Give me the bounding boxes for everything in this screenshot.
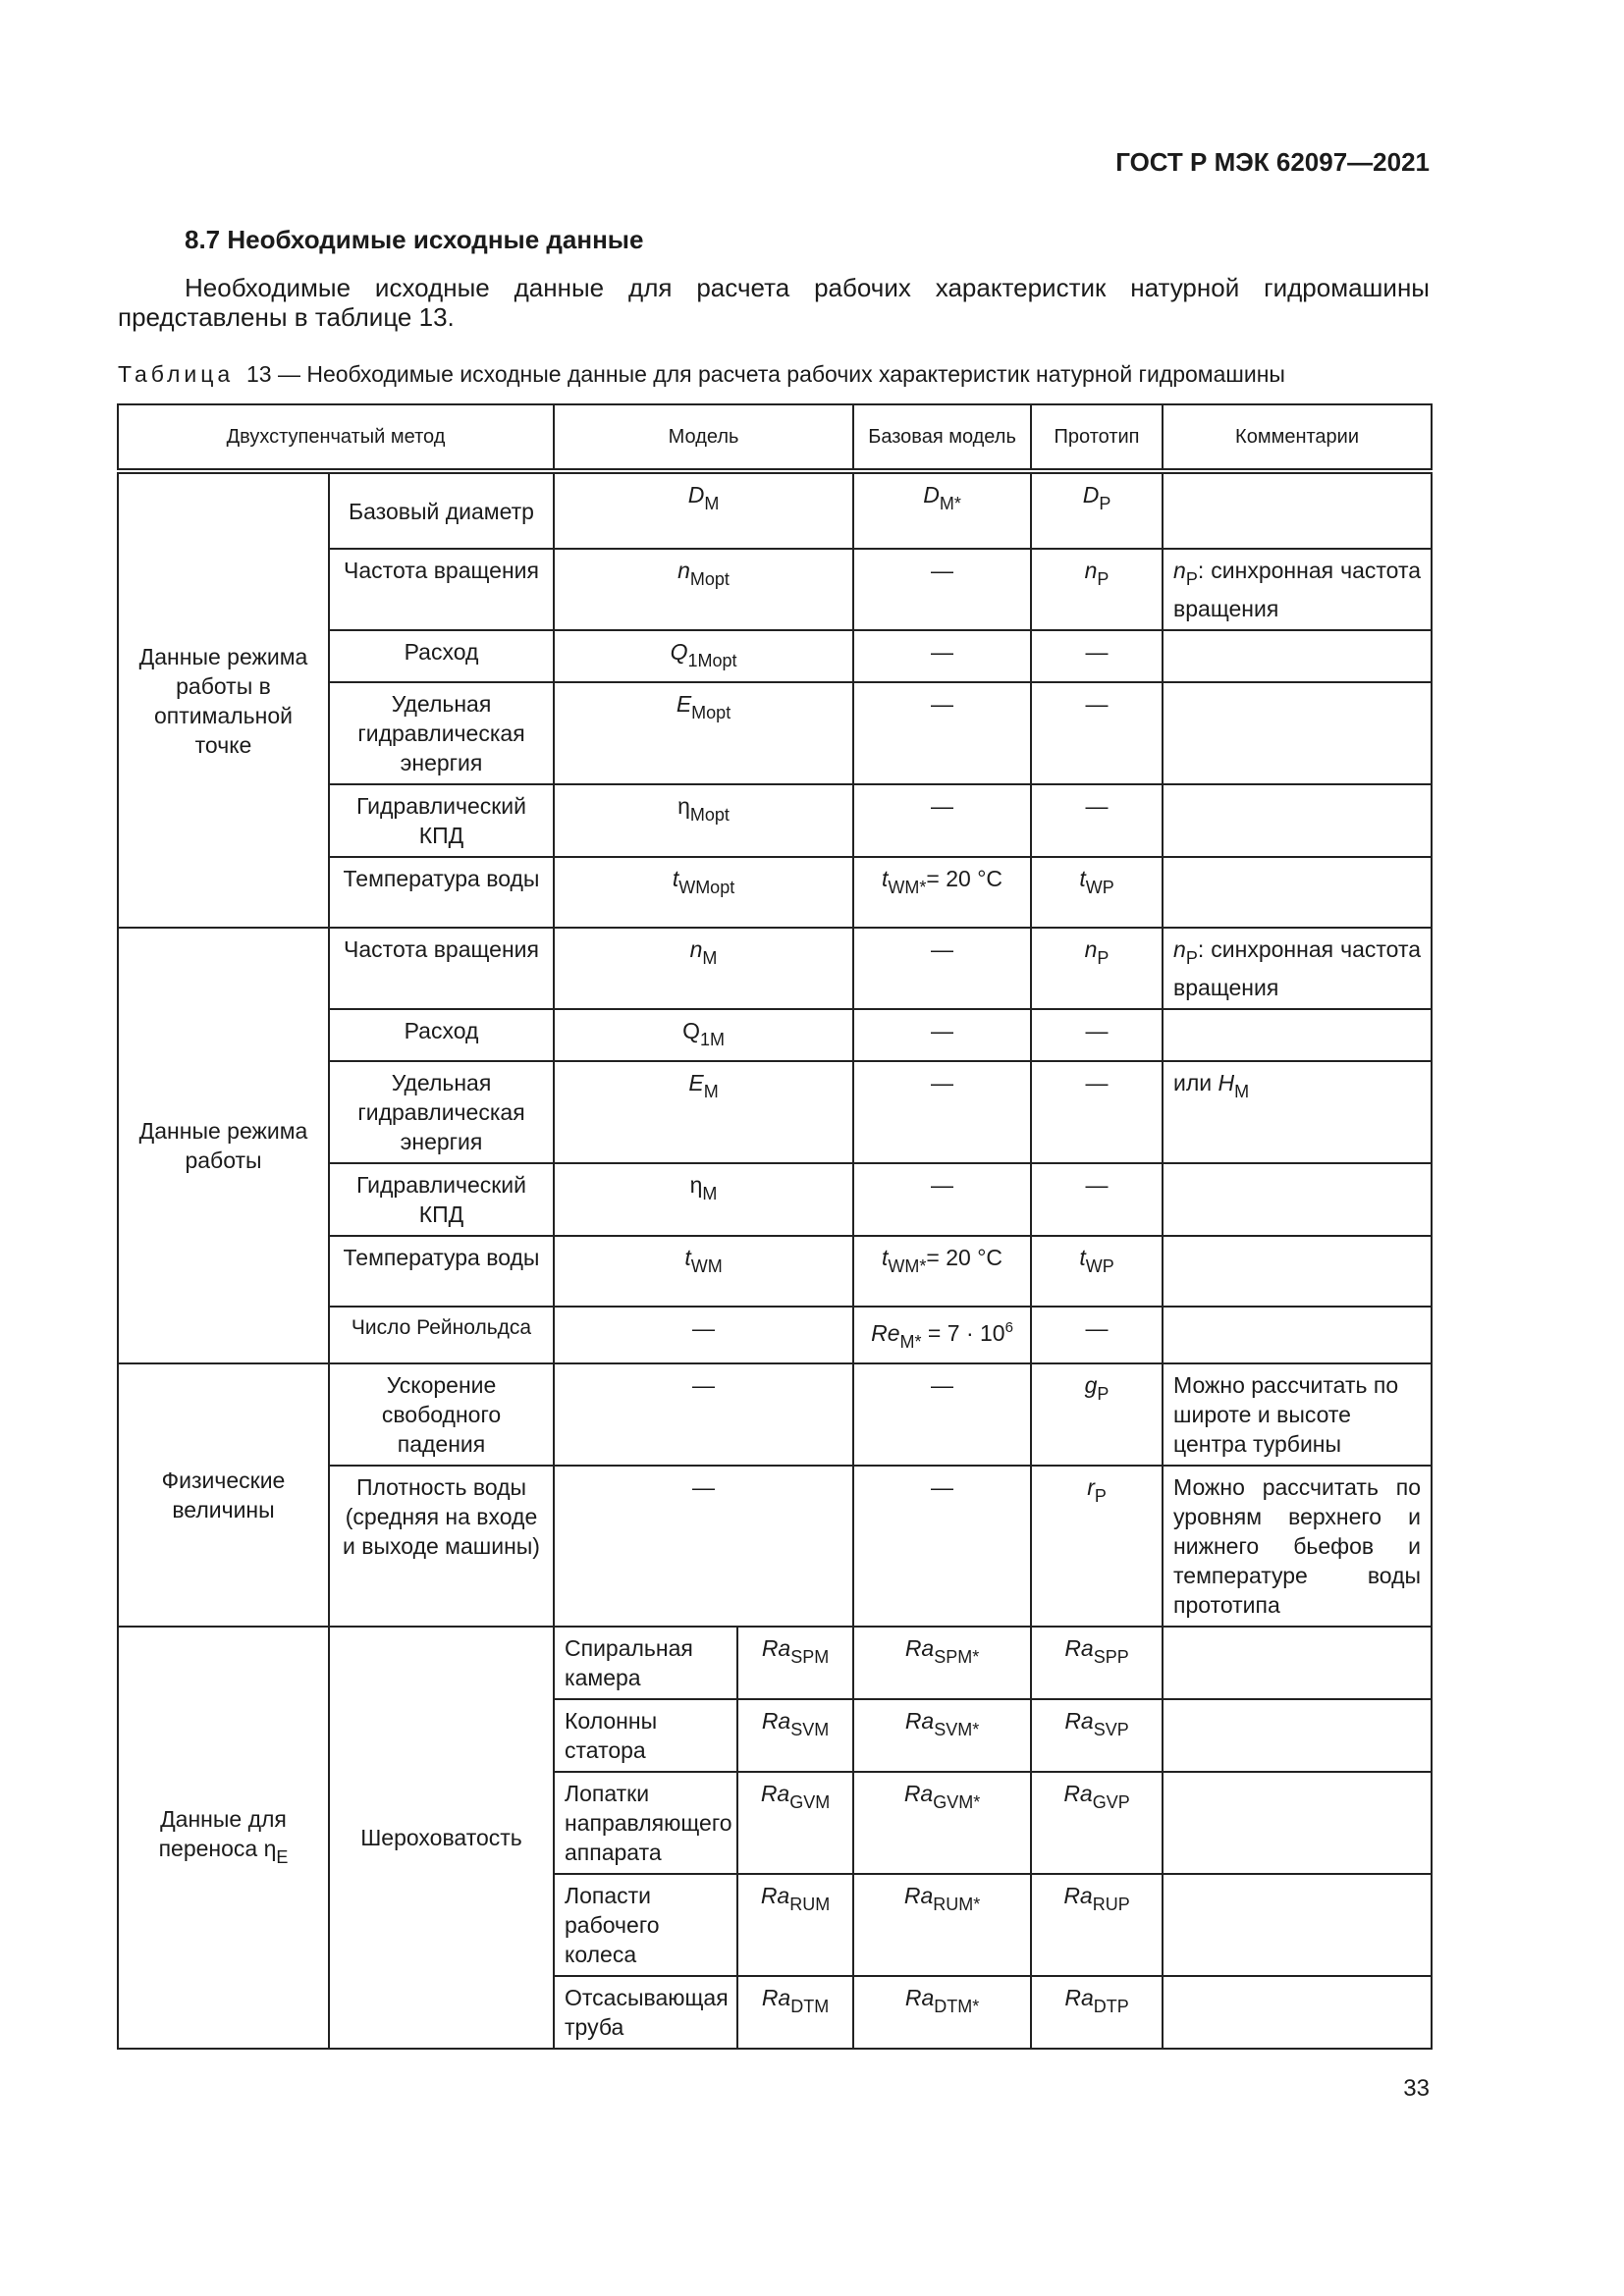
prototype-cell: — (1031, 1061, 1163, 1163)
base-model-cell: $Ra_{GVM*}$ (853, 1772, 1031, 1874)
header-comments: Комментарии (1163, 404, 1432, 471)
param-cell: Плотность воды (средняя на входе и выходе машины) (329, 1466, 554, 1627)
base-model-cell: — (853, 630, 1031, 682)
table-row (118, 928, 1432, 1009)
comment-cell (1163, 1307, 1432, 1363)
base-model-cell: — (853, 1363, 1031, 1466)
param-cell: Число Рейнольдса (329, 1307, 554, 1363)
data-table (117, 403, 1433, 2050)
model-cell: — (554, 1466, 853, 1627)
page-number: 33 (1403, 2075, 1430, 2102)
document-code: ГОСТ Р МЭК 62097—2021 (1115, 147, 1430, 177)
base-model-cell: $Ra_{SVM*}$ (853, 1699, 1031, 1772)
prototype-cell: $g_P$ (1031, 1363, 1163, 1466)
param-cell: Температура воды (329, 1236, 554, 1307)
base-model-cell: $Ra_{SPM*}$ (853, 1627, 1031, 1699)
comment-cell (1163, 1236, 1432, 1307)
param-cell: Удельная гидравлическая энергия (329, 1061, 554, 1163)
comment-cell (1163, 1627, 1432, 1699)
model-cell: $D_M$ (554, 471, 853, 549)
base-model-cell: $Ra_{RUM*}$ (853, 1874, 1031, 1976)
table-header-row (118, 404, 1432, 471)
comment-cell: $n_P$: синхронная частота вращения (1163, 928, 1432, 1009)
prototype-cell: $n_P$ (1031, 928, 1163, 1009)
prototype-cell: — (1031, 784, 1163, 857)
prototype-cell: — (1031, 1163, 1163, 1236)
prototype-cell: $Ra_{RUP}$ (1031, 1874, 1163, 1976)
group-operating-data: Данные режима работы (118, 928, 329, 1363)
prototype-cell: $n_P$ (1031, 549, 1163, 630)
table-row (118, 471, 1432, 549)
comment-cell: $n_P$: синхронная частота вращения (1163, 549, 1432, 630)
param-cell: Частота вращения (329, 549, 554, 630)
comment-cell (1163, 682, 1432, 784)
param-cell: Температура воды (329, 857, 554, 928)
param-cell: Гидравлический КПД (329, 784, 554, 857)
header-method: Двухступенчатый метод (118, 404, 554, 471)
base-model-cell: — (853, 1061, 1031, 1163)
base-model-cell: — (853, 682, 1031, 784)
header-model: Модель (554, 404, 853, 471)
comment-cell (1163, 1699, 1432, 1772)
model-cell: $E_M$ (554, 1061, 853, 1163)
param-cell: Базовый диаметр (329, 471, 554, 549)
prototype-cell: $t_{WP}$ (1031, 857, 1163, 928)
prototype-cell: $r_P$ (1031, 1466, 1163, 1627)
intro-paragraph: Необходимые исходные данные для расчета рабочих характеристик натурной гидромашины представлены в таблице 13. (118, 273, 1430, 332)
prototype-cell: $t_{WP}$ (1031, 1236, 1163, 1307)
model-cell: $\eta_M$ (554, 1163, 853, 1236)
part-cell: Отсасывающая труба (554, 1976, 737, 2049)
model-cell: $Ra_{SVM}$ (737, 1699, 853, 1772)
part-cell: Спиральная камера (554, 1627, 737, 1699)
model-cell: $t_{WM}$ (554, 1236, 853, 1307)
prototype-cell: $D_P$ (1031, 471, 1163, 549)
comment-cell: или $H_M$ (1163, 1061, 1432, 1163)
prototype-cell: — (1031, 1307, 1163, 1363)
table-caption-text: 13 — Необходимые исходные данные для расчета рабочих характеристик натурной гидромашины (245, 361, 1285, 387)
comment-cell: Можно рассчитать по уровням верхнего и нижнего бьефов и температуре воды прототипа (1163, 1466, 1432, 1627)
prototype-cell: $Ra_{SVP}$ (1031, 1699, 1163, 1772)
part-cell: Лопасти рабочего колеса (554, 1874, 737, 1976)
param-cell: Ускорение свободного падения (329, 1363, 554, 1466)
param-cell: Удельная гидравлическая энергия (329, 682, 554, 784)
model-cell: — (554, 1307, 853, 1363)
model-cell: $Q_{1Mopt}$ (554, 630, 853, 682)
model-cell: $Ra_{RUM}$ (737, 1874, 853, 1976)
comment-cell: Можно рассчитать по широте и высоте центра турбины (1163, 1363, 1432, 1466)
base-model-cell: — (853, 1466, 1031, 1627)
group-optimal-point: Данные режима работы в оптимальной точке (118, 471, 329, 928)
base-model-cell: $D_{M*}$ (853, 471, 1031, 549)
param-cell: Расход (329, 630, 554, 682)
section-title: 8.7 Необходимые исходные данные (185, 225, 644, 254)
comment-cell (1163, 1874, 1432, 1976)
param-cell: Частота вращения (329, 928, 554, 1009)
model-cell: $n_{Mopt}$ (554, 549, 853, 630)
prototype-cell: — (1031, 1009, 1163, 1061)
comment-cell (1163, 471, 1432, 549)
base-model-cell: — (853, 784, 1031, 857)
comment-cell (1163, 1976, 1432, 2049)
comment-cell (1163, 1009, 1432, 1061)
model-cell: $Ra_{GVM}$ (737, 1772, 853, 1874)
model-cell: $t_{WMopt}$ (554, 857, 853, 928)
group-physical-quantities: Физические величины (118, 1363, 329, 1627)
model-cell: $Ra_{SPM}$ (737, 1627, 853, 1699)
header-base-model: Базовая модель (853, 404, 1031, 471)
base-model-cell: — (853, 1009, 1031, 1061)
table-caption-label: Таблица (118, 361, 235, 387)
model-cell: — (554, 1363, 853, 1466)
base-model-cell: — (853, 549, 1031, 630)
comment-cell (1163, 857, 1432, 928)
prototype-cell: — (1031, 682, 1163, 784)
table-row (118, 1627, 1432, 1699)
prototype-cell: — (1031, 630, 1163, 682)
comment-cell (1163, 630, 1432, 682)
base-model-cell: $Re_{M*} = 7 \cdot 10^6$ (853, 1307, 1031, 1363)
prototype-cell: $Ra_{SPP}$ (1031, 1627, 1163, 1699)
table-row (118, 1363, 1432, 1466)
base-model-cell: $t_{WM*}= 20$ °C (853, 857, 1031, 928)
model-cell: $\eta_{Mopt}$ (554, 784, 853, 857)
part-cell: Лопатки направляющего аппарата (554, 1772, 737, 1874)
comment-cell (1163, 1772, 1432, 1874)
group-transfer-data: Данные для переноса $\eta_E$ (118, 1627, 329, 2049)
table-caption (118, 361, 1285, 388)
base-model-cell: $Ra_{DTM*}$ (853, 1976, 1031, 2049)
roughness-label: Шероховатость (329, 1627, 554, 2049)
prototype-cell: $Ra_{GVP}$ (1031, 1772, 1163, 1874)
prototype-cell: $Ra_{DTP}$ (1031, 1976, 1163, 2049)
model-cell: $Q_{1M}$ (554, 1009, 853, 1061)
model-cell: $n_M$ (554, 928, 853, 1009)
part-cell: Колонны статора (554, 1699, 737, 1772)
base-model-cell: — (853, 1163, 1031, 1236)
param-cell: Расход (329, 1009, 554, 1061)
header-prototype: Прототип (1031, 404, 1163, 471)
base-model-cell: — (853, 928, 1031, 1009)
base-model-cell: $t_{WM*}= 20$ °C (853, 1236, 1031, 1307)
model-cell: $E_{Mopt}$ (554, 682, 853, 784)
model-cell: $Ra_{DTM}$ (737, 1976, 853, 2049)
comment-cell (1163, 784, 1432, 857)
comment-cell (1163, 1163, 1432, 1236)
param-cell: Гидравлический КПД (329, 1163, 554, 1236)
